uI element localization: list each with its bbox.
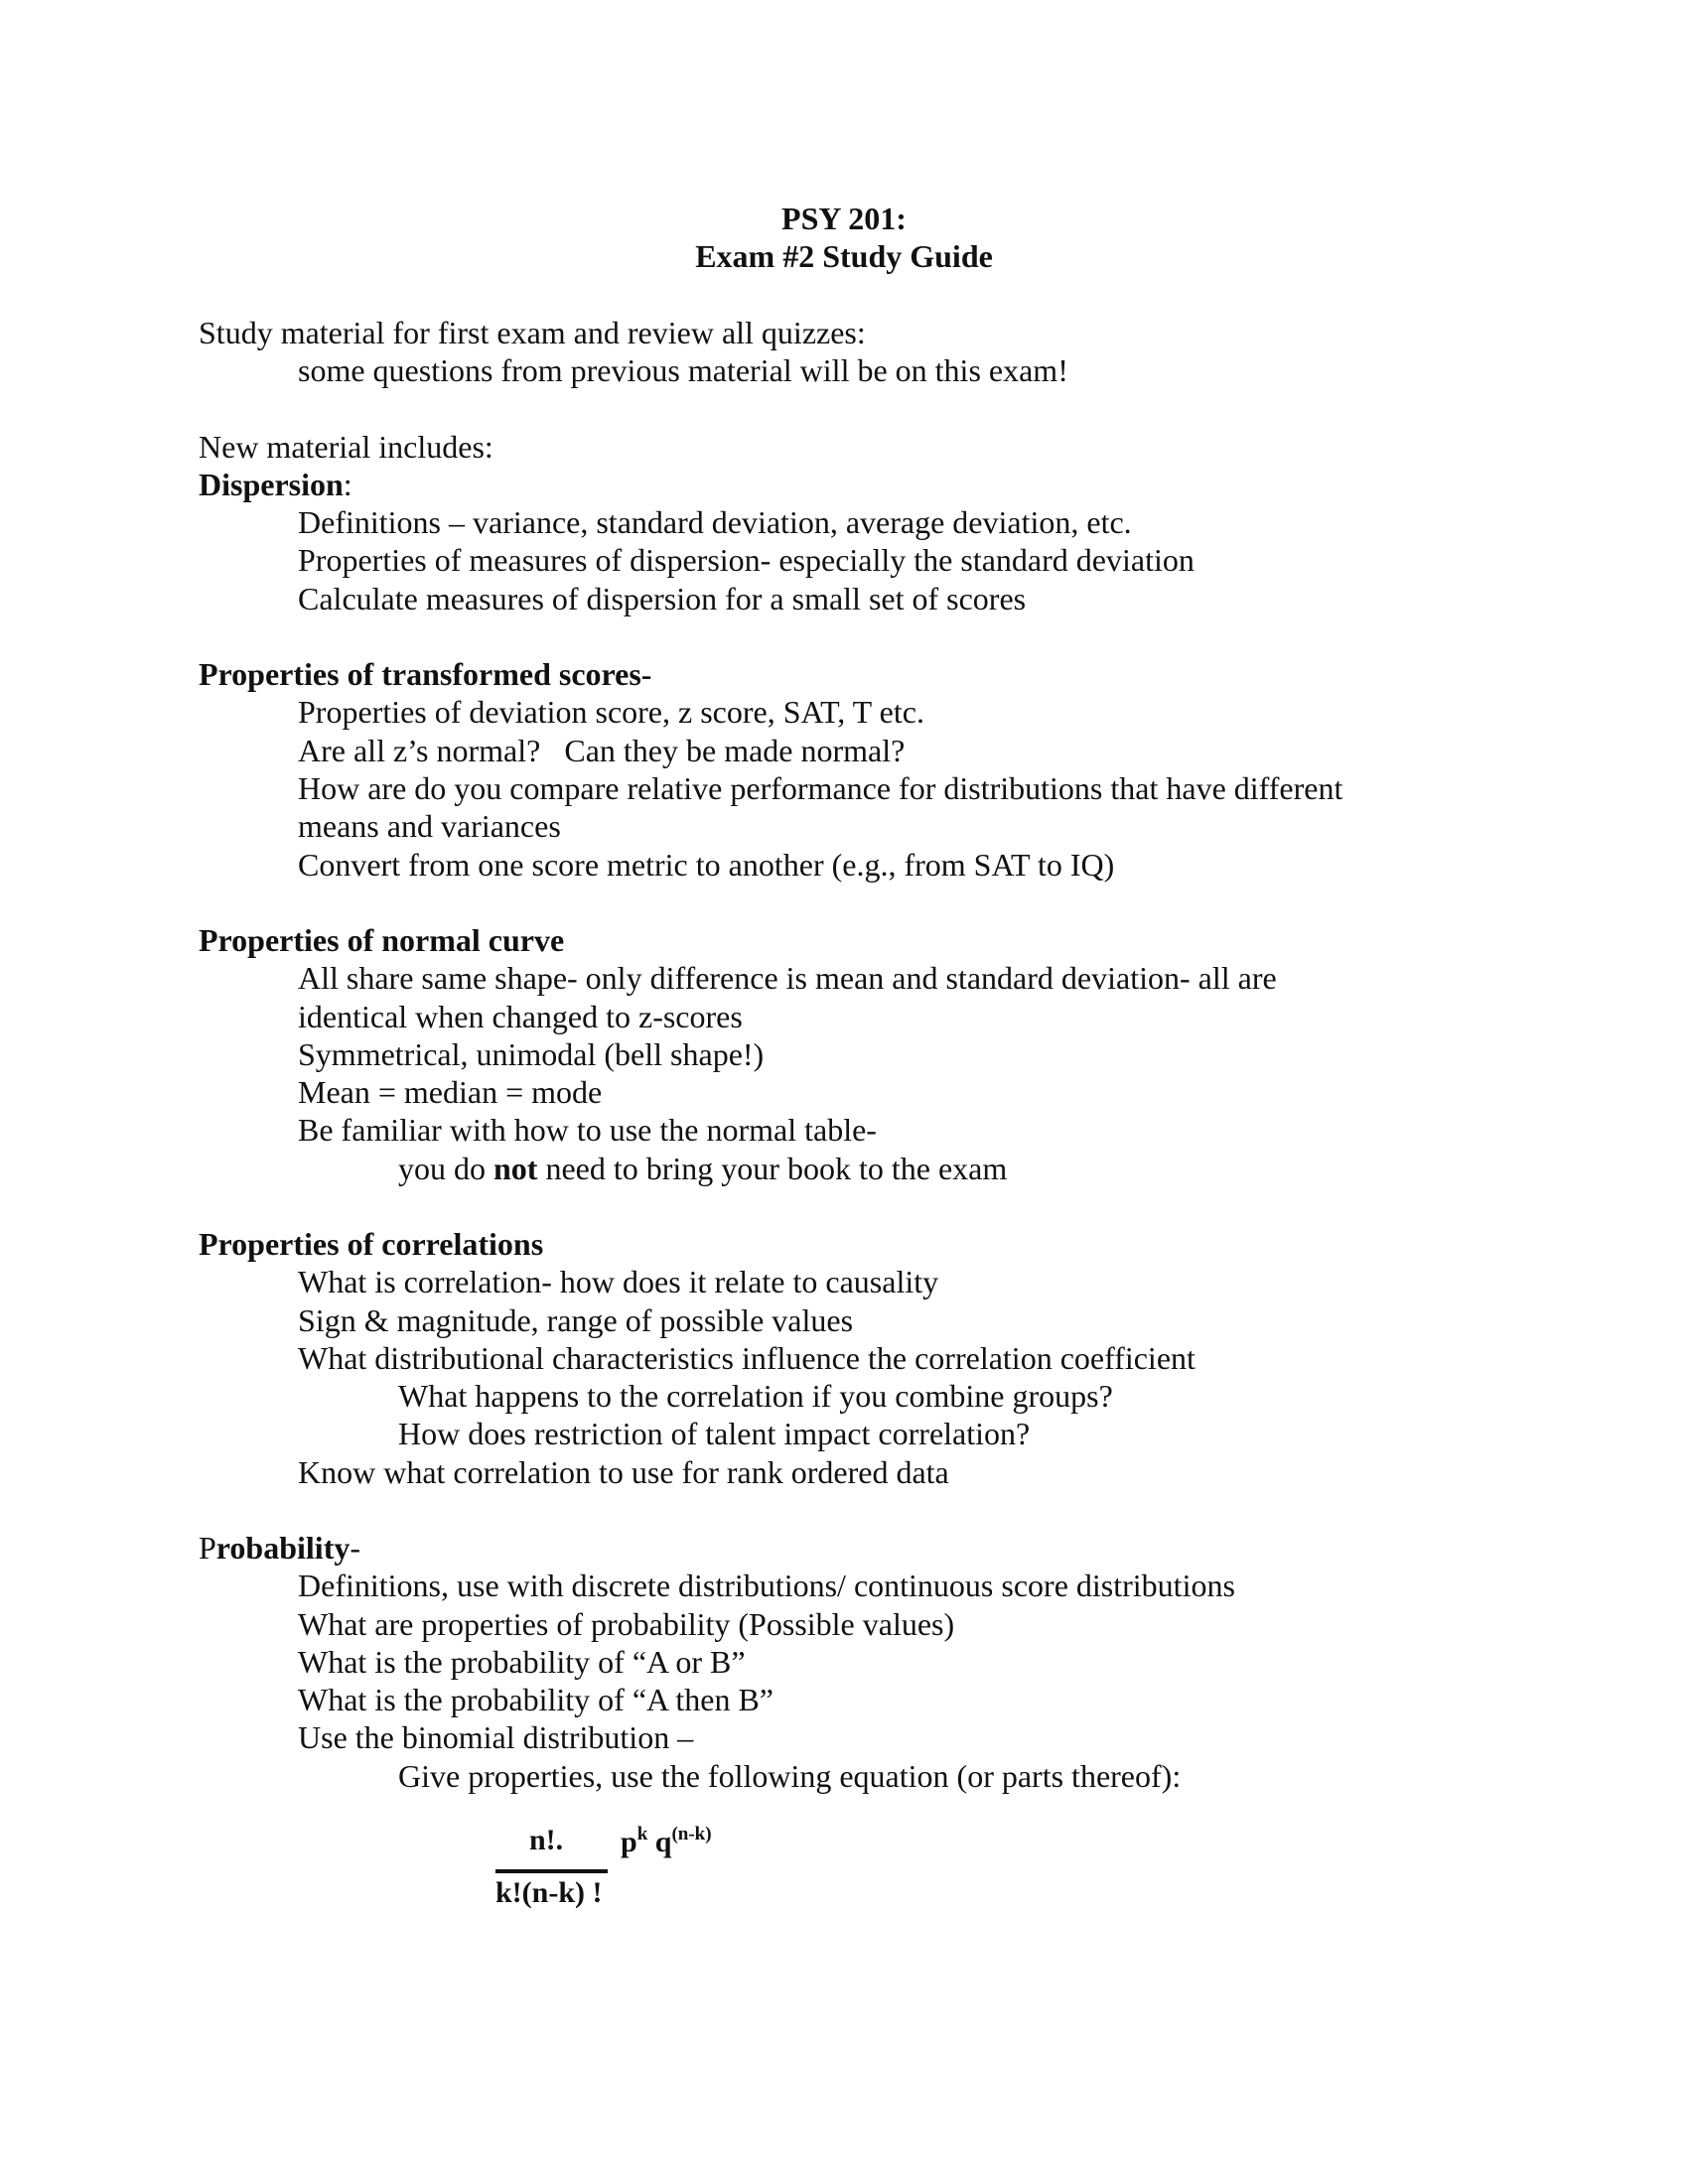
list-item: Sign & magnitude, range of possible values	[298, 1302, 854, 1338]
formula-powers	[621, 1825, 712, 1864]
list-item: How are do you compare relative performance for distributions that have different	[298, 770, 1343, 806]
binomial-formula	[492, 1823, 750, 1922]
list-item: What is correlation- how does it relate to causality	[298, 1264, 939, 1299]
list-item: All share same shape- only difference is mean and standard deviation- all are	[298, 960, 1277, 996]
list-item: Convert from one score metric to another (e.g., from SAT to IQ)	[298, 847, 1115, 883]
section-heading-probability	[199, 1529, 360, 1567]
formula-numerator: n!.	[529, 1824, 564, 1856]
sub-item-emphasis: not	[493, 1151, 538, 1186]
section-heading-normal-curve: Properties of normal curve	[199, 922, 565, 958]
list-item: Properties of deviation score, z score, SAT, T etc.	[298, 694, 924, 730]
list-item: means and variances	[298, 808, 561, 844]
list-item: Know what correlation to use for rank ordered data	[298, 1454, 949, 1490]
formula-denominator: k!(n-k) !	[495, 1876, 603, 1909]
section-heading-transformed-scores: Properties of transformed scores-	[199, 656, 652, 692]
q-exponent: (n-k)	[671, 1824, 712, 1844]
list-item: Are all z’s normal? Can they be made normal?	[298, 733, 906, 768]
fraction-bar	[495, 1869, 608, 1873]
section-heading-correlations: Properties of correlations	[199, 1226, 544, 1262]
list-item: Definitions – variance, standard deviation, average deviation, etc.	[298, 504, 1132, 540]
list-item: What is the probability of “A or B”	[298, 1644, 746, 1680]
list-item: Definitions, use with discrete distributions/ continuous score distributions	[298, 1568, 1235, 1603]
sub-list-item: How does restriction of talent impact correlation?	[398, 1416, 1031, 1451]
list-item: Be familiar with how to use the normal table-	[298, 1112, 877, 1148]
list-item: Properties of measures of dispersion- especially the standard deviation	[298, 542, 1195, 578]
heading-text: robability	[215, 1530, 351, 1566]
list-item: What distributional characteristics influence the correlation coefficient	[298, 1340, 1196, 1376]
list-item: What is the probability of “A then B”	[298, 1682, 774, 1717]
sub-list-item: Give properties, use the following equation (or parts thereof):	[398, 1758, 1182, 1794]
list-item: identical when changed to z-scores	[298, 999, 743, 1034]
list-item: Symmetrical, unimodal (bell shape!)	[298, 1036, 765, 1072]
p-exponent: k	[636, 1824, 648, 1844]
new-material-label: New material includes:	[199, 429, 493, 465]
list-item: Mean = median = mode	[298, 1074, 603, 1110]
heading-suffix: -	[350, 1530, 360, 1566]
heading-text: Dispersion	[199, 467, 344, 502]
heading-first-letter: P	[199, 1530, 216, 1566]
sub-list-item: What happens to the correlation if you combine groups?	[398, 1378, 1113, 1414]
p-term: p	[621, 1826, 637, 1858]
list-item: What are properties of probability (Possible values)	[298, 1606, 955, 1642]
intro-line-2: some questions from previous material will be on this exam!	[298, 352, 1068, 388]
sub-item-before: you do	[398, 1151, 493, 1186]
list-item: Use the binomial distribution –	[298, 1719, 694, 1755]
title-line-2: Exam #2 Study Guide	[695, 238, 993, 274]
list-item: Calculate measures of dispersion for a small set of scores	[298, 581, 1027, 616]
heading-suffix: :	[343, 467, 352, 502]
section-heading-dispersion	[199, 466, 352, 503]
sub-item-after: need to bring your book to the exam	[537, 1151, 1008, 1186]
sub-list-item	[398, 1150, 1007, 1187]
q-term: q	[654, 1826, 672, 1858]
title-line-1: PSY 201:	[781, 201, 907, 236]
intro-line-1: Study material for first exam and review all quizzes:	[199, 315, 866, 350]
